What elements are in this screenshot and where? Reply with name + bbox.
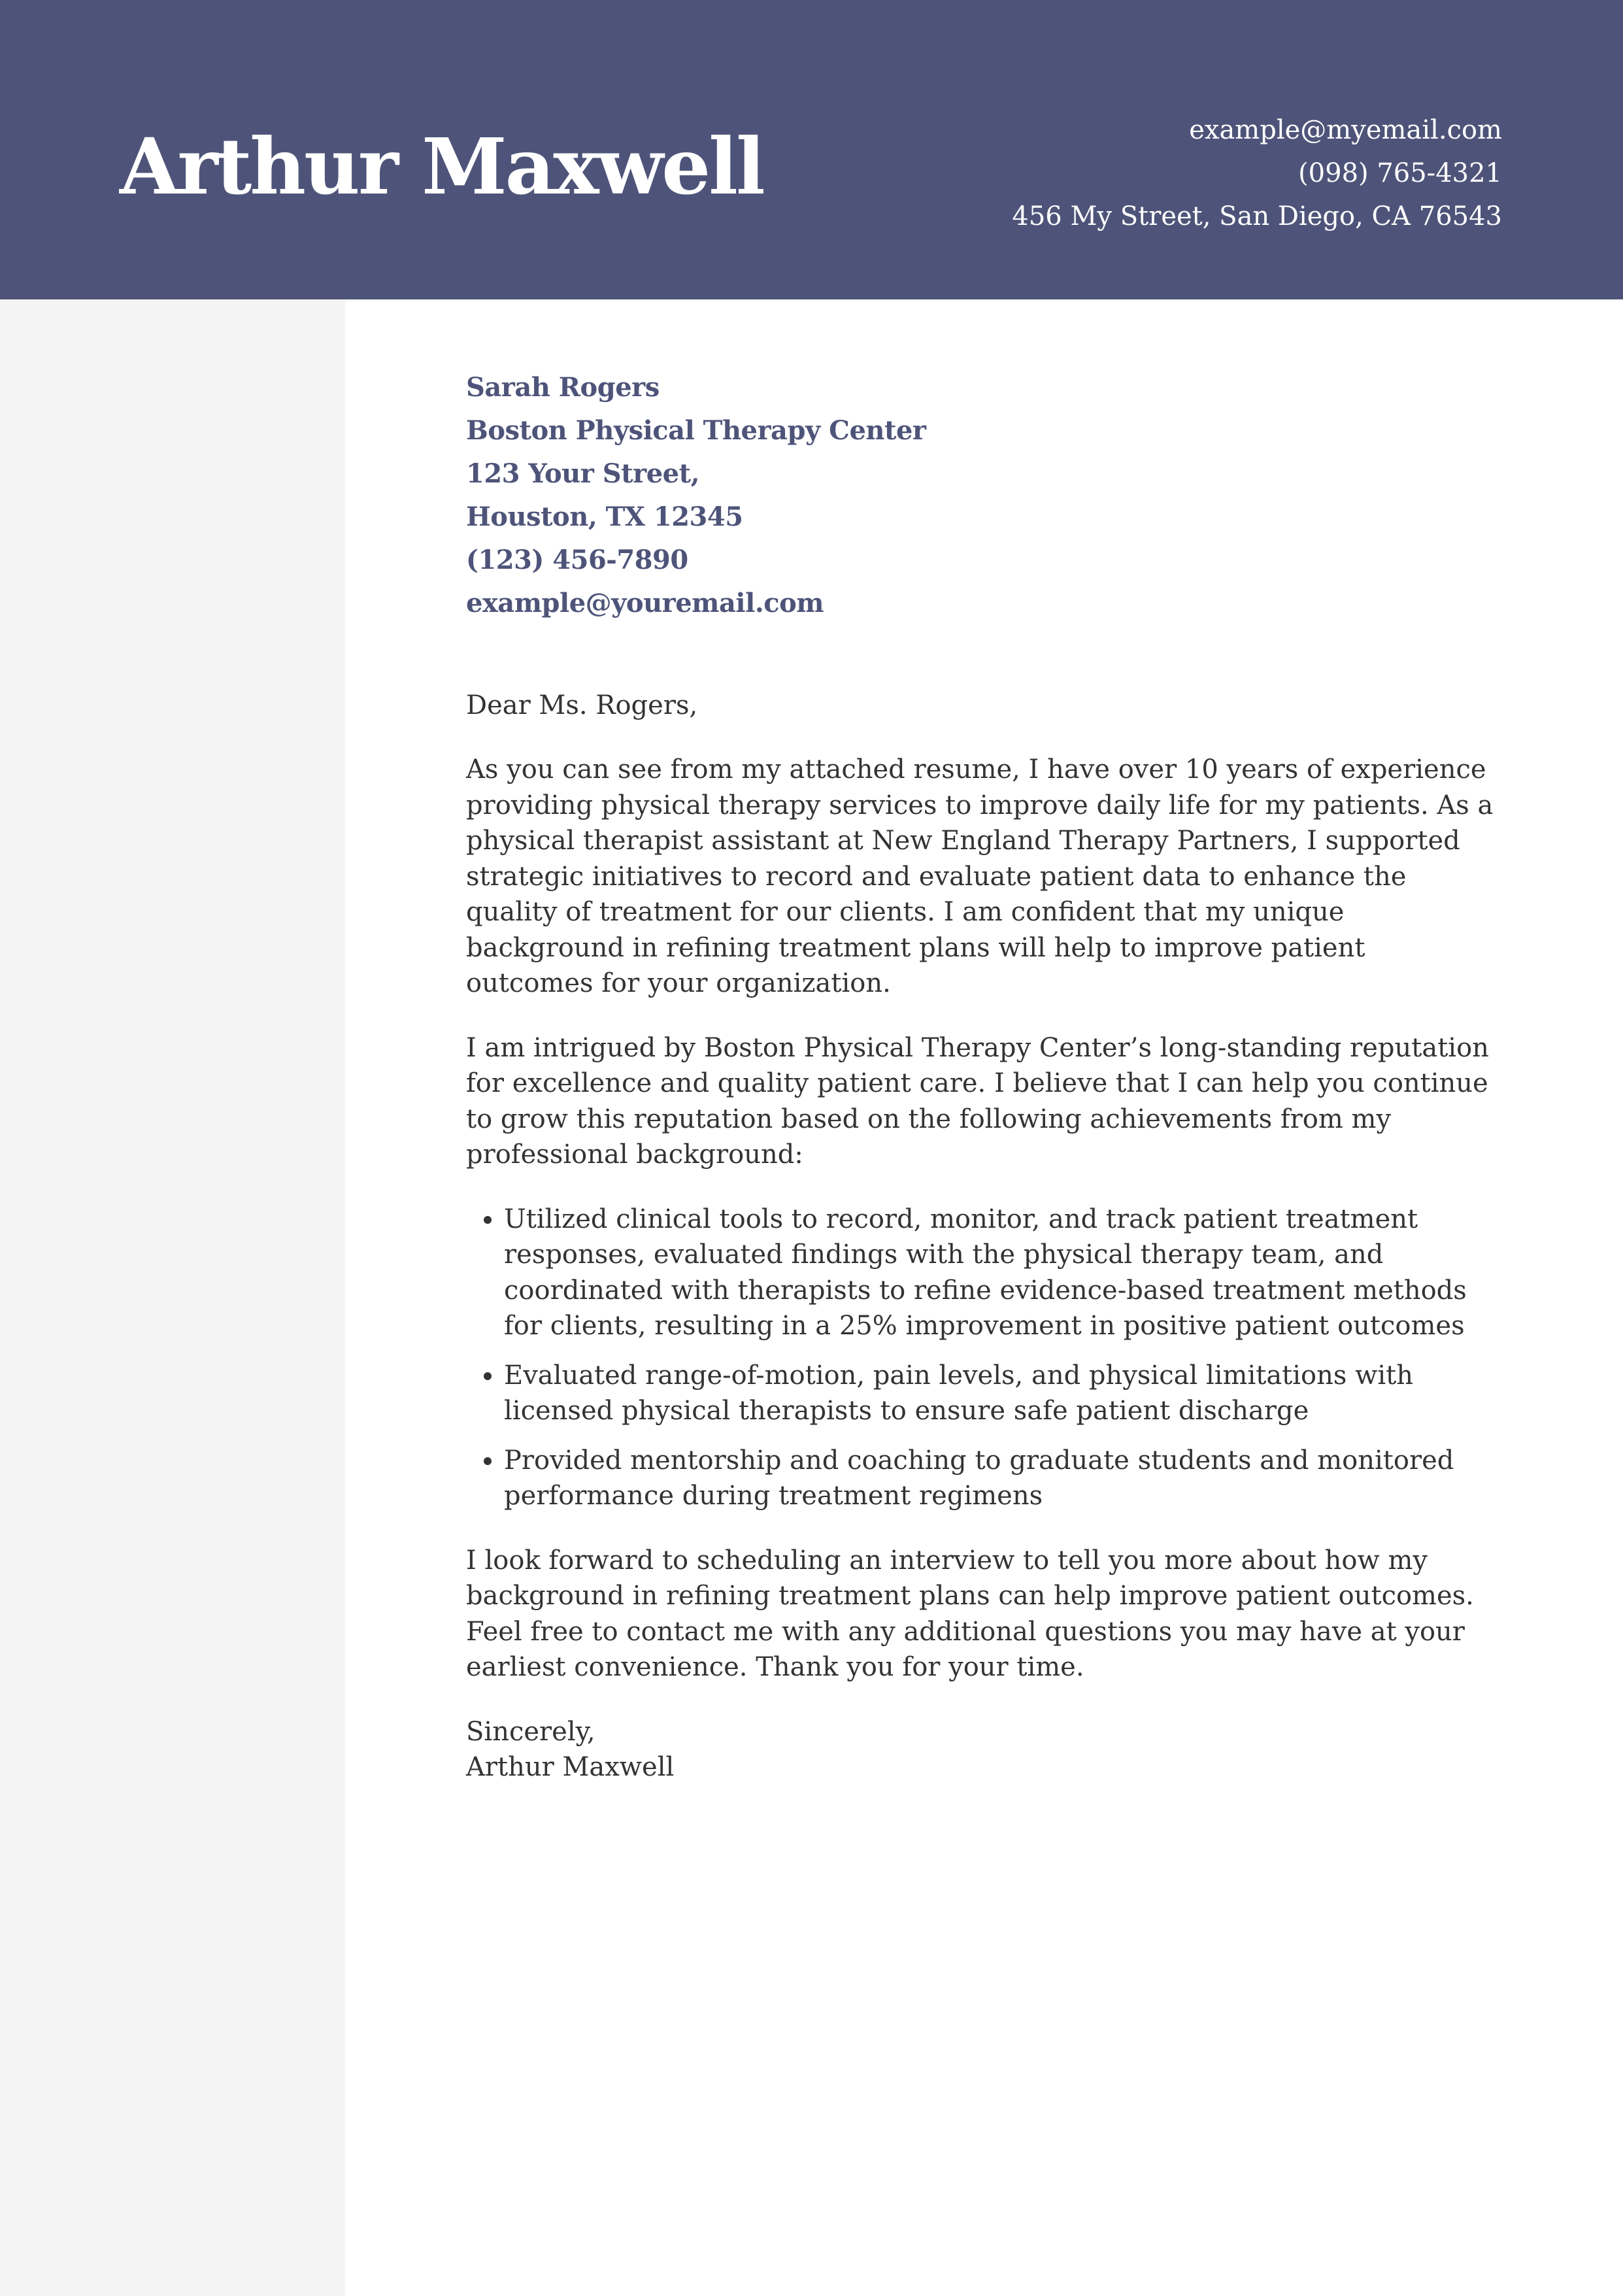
closing-phrase: Sincerely, <box>466 1716 595 1747</box>
sender-name: Arthur Maxwell <box>120 121 763 212</box>
signoff-block <box>466 1714 1500 1785</box>
sender-address: 456 My Street, San Diego, CA 76543 <box>1012 201 1502 231</box>
paragraph-closing: I look forward to scheduling an interview to tell you more about how my background in refining treatment plans can help improve patient outcomes. Feel free to contact me with any additional questions you may have at your earliest convenience. Thank you for your time. <box>466 1545 1474 1682</box>
signature-name: Arthur Maxwell <box>466 1752 675 1782</box>
left-sidebar <box>0 299 345 2296</box>
recipient-block <box>466 366 1500 625</box>
sender-contact-block <box>1012 109 1502 238</box>
sender-email: example@myemail.com <box>1189 115 1502 145</box>
salutation: Dear Ms. Rogers, <box>466 690 698 720</box>
list-item: • Provided mentorship and coaching to graduate students and monitored performance during treatment regimens <box>504 1443 1500 1514</box>
header-banner <box>0 0 1623 299</box>
recipient-city: Houston, TX 12345 <box>466 501 743 532</box>
paragraph-intro: As you can see from my attached resume, I have over 10 years of experience providing physical therapy services to improve daily life for my patients. As a physical therapist assistant at New England Therapy Partners, I supported strategic initiatives to record and evaluate patient data to enhance the quality of treatment for our clients. I am confident that my unique background in refining treatment plans will help to improve patient outcomes for your organization. <box>466 754 1494 998</box>
list-item: • Evaluated range-of-motion, pain levels, and physical limitations with licensed physical therapists to ensure safe patient discharge <box>504 1358 1500 1429</box>
paragraph-interest: I am intrigued by Boston Physical Therapy Center’s long-standing reputation for excellence and quality patient care. I believe that I can help you continue to grow this reputation based on the following achievements from my professional background: <box>466 1032 1489 1170</box>
letter-body <box>466 366 1500 1785</box>
recipient-street: 123 Your Street, <box>466 458 699 489</box>
recipient-phone: (123) 456-7890 <box>466 545 688 575</box>
recipient-name: Sarah Rogers <box>466 372 660 403</box>
recipient-company: Boston Physical Therapy Center <box>466 415 926 446</box>
sender-phone: (098) 765-4321 <box>1298 158 1502 188</box>
achievements-list <box>466 1202 1500 1514</box>
list-item: • Utilized clinical tools to record, monitor, and track patient treatment responses, evaluated findings with the physical therapy team, and coordinated with therapists to refine evidence-based treatment methods for clients, resulting in a 25% improvement in positive patient outcomes <box>504 1202 1500 1344</box>
recipient-email: example@youremail.com <box>466 588 824 618</box>
